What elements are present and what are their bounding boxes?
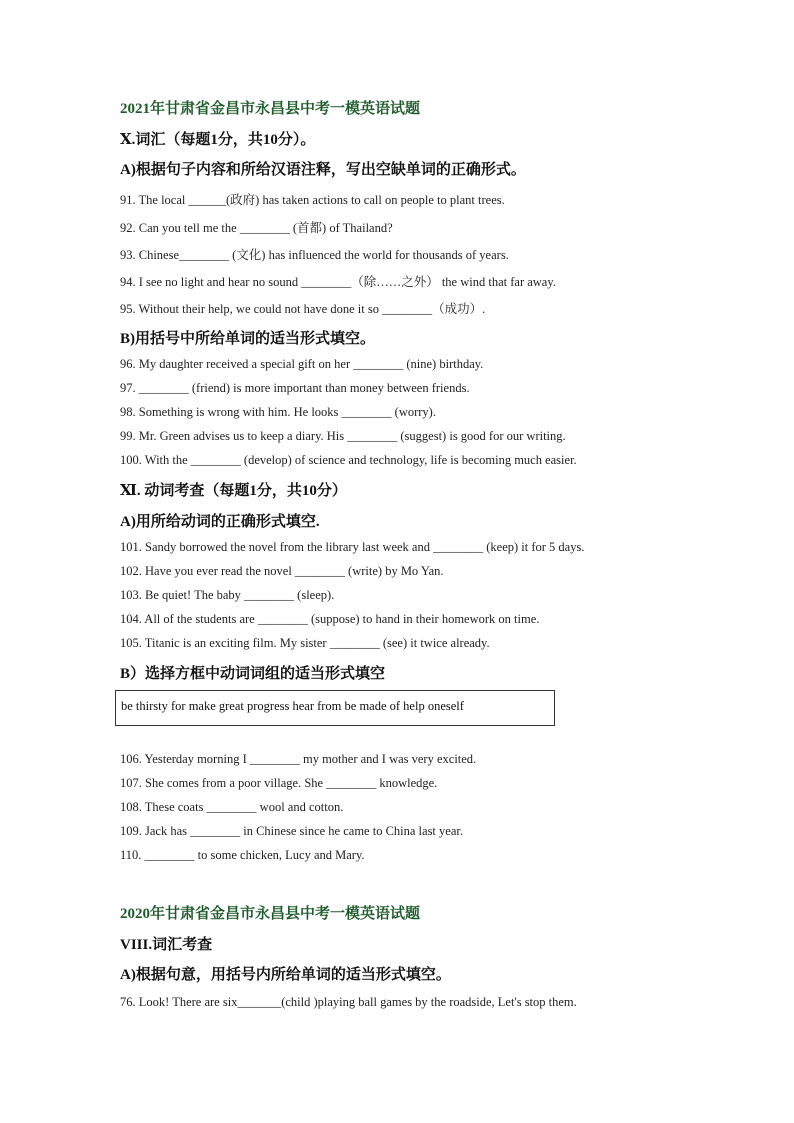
- question-98: 98. Something is wrong with him. He looks ________ (worry).: [120, 405, 436, 419]
- question-108: 108. These coats ________ wool and cotton.: [120, 800, 344, 814]
- question-96: 96. My daughter received a special gift on her ________ (nine) birthday.: [120, 357, 484, 371]
- exam-title-2020: 2020年甘肃省金昌市永昌县中考一模英语试题: [120, 906, 421, 922]
- question-110: 110. ________ to some chicken, Lucy and Mary.: [120, 848, 365, 862]
- phrase-list: be thirsty for make great progress hear from be made of help oneself: [121, 699, 464, 713]
- question-109: 109. Jack has ________ in Chinese since he came to China last year.: [120, 824, 463, 838]
- exam-title-2021: 2021年甘肃省金昌市永昌县中考一模英语试题: [120, 101, 421, 117]
- question-107: 107. She comes from a poor village. She ________ knowledge.: [120, 776, 438, 790]
- section-heading-verbs: Ⅺ. 动词考查（每题1分，共10分）: [120, 483, 347, 499]
- question-100: 100. With the ________ (develop) of science and technology, life is becoming much easier.: [120, 453, 577, 467]
- part-b-heading: B)用括号中所给单词的适当形式填空。: [120, 331, 376, 347]
- question-106: 106. Yesterday morning I ________ my mother and I was very excited.: [120, 752, 477, 766]
- question-95: 95. Without their help, we could not have done it so ________（成功）.: [120, 302, 486, 316]
- question-92: 92. Can you tell me the ________ (首都) of Thailand?: [120, 221, 393, 235]
- question-105: 105. Titanic is an exciting film. My sister ________ (see) it twice already.: [120, 636, 490, 650]
- question-76: 76. Look! There are six_______(child )playing ball games by the roadside, Let's stop them.: [120, 995, 577, 1009]
- part-11b-heading: B）选择方框中动词词组的适当形式填空: [120, 666, 386, 682]
- question-102: 102. Have you ever read the novel ________ (write) by Mo Yan.: [120, 564, 444, 578]
- part-11a-heading: A)用所给动词的正确形式填空.: [120, 514, 320, 530]
- question-97: 97. ________ (friend) is more important than money between friends.: [120, 381, 470, 395]
- question-99: 99. Mr. Green advises us to keep a diary. His ________ (suggest) is good for our writing.: [120, 429, 566, 443]
- question-93: 93. Chinese________ (文化) has influenced the world for thousands of years.: [120, 248, 509, 262]
- section-heading-vocabulary: Ⅹ.词汇（每题1分，共10分）。: [120, 132, 316, 148]
- question-101: 101. Sandy borrowed the novel from the library last week and ________ (keep) it for 5 days.: [120, 540, 585, 554]
- question-91: 91. The local ______(政府) has taken actions to call on people to plant trees.: [120, 193, 505, 207]
- question-103: 103. Be quiet! The baby ________ (sleep).: [120, 588, 335, 602]
- question-94: 94. I see no light and hear no sound ________（除……之外） the wind that far away.: [120, 275, 556, 289]
- phrase-box: [115, 690, 555, 726]
- part-a-heading-2020: A)根据句意，用括号内所给单词的适当形式填空。: [120, 967, 451, 983]
- part-a-heading: A)根据句子内容和所给汉语注释，写出空缺单词的正确形式。: [120, 162, 526, 178]
- section-heading-vocabulary-2020: VIII.词汇考查: [120, 937, 213, 953]
- question-104: 104. All of the students are ________ (suppose) to hand in their homework on time.: [120, 612, 540, 626]
